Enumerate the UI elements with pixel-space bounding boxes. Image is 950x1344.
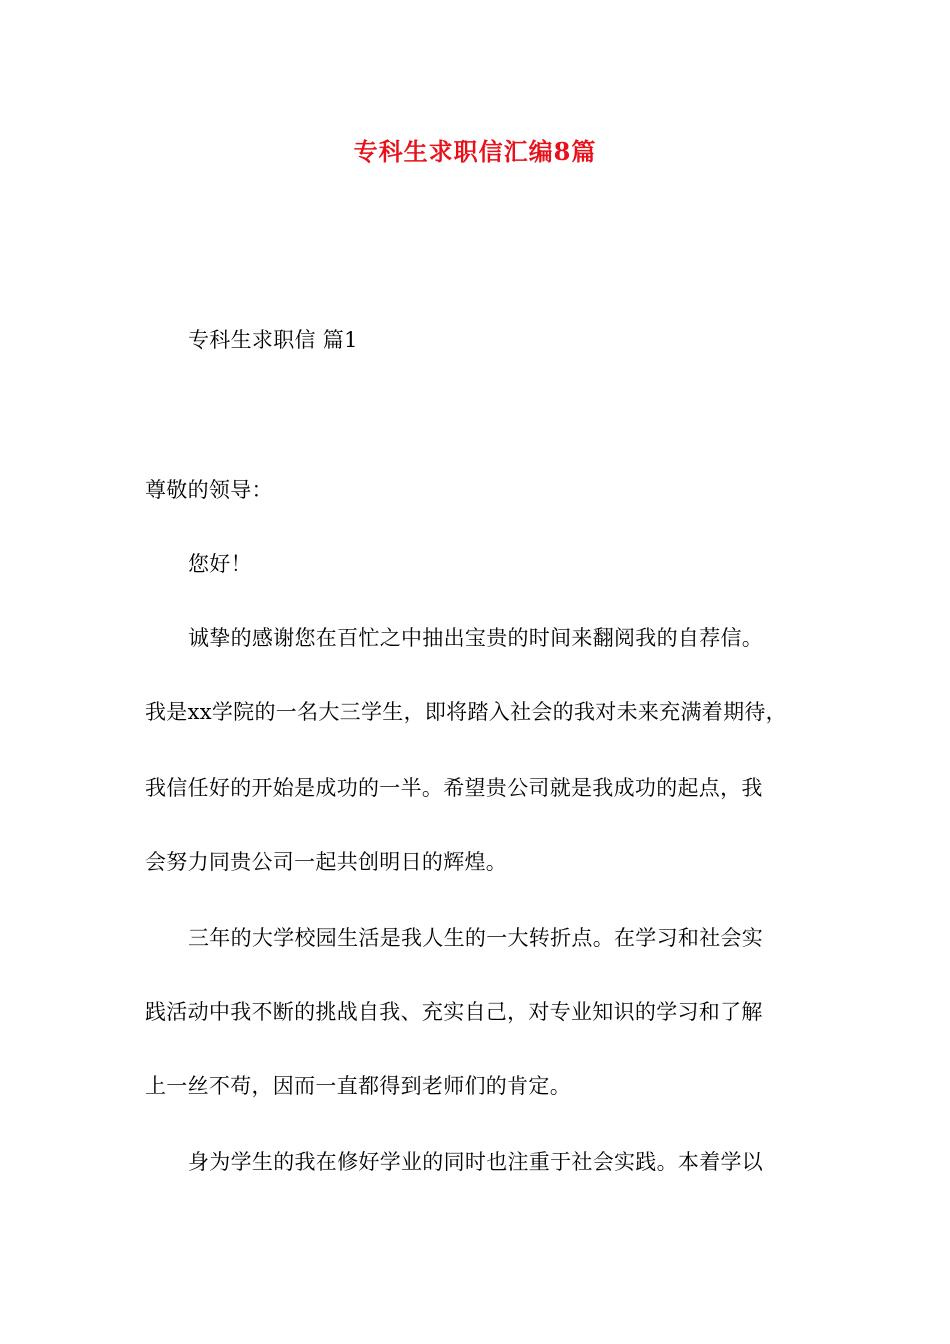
body-line-5: 三年的大学校园生活是我人生的一大转折点。在学习和社会实 bbox=[188, 926, 764, 950]
body-line-6: 践活动中我不断的挑战自我、充实自己，对专业知识的学习和了解 bbox=[145, 1000, 763, 1024]
body-line-2: 我是xx学院的一名大三学生，即将踏入社会的我对未来充满着期待， bbox=[145, 700, 787, 724]
section-heading: 专科生求职信 篇1 bbox=[188, 328, 358, 352]
body-line-3: 我信任好的开始是成功的一半。希望贵公司就是我成功的起点，我 bbox=[145, 776, 763, 800]
body-line-4: 会努力同贵公司一起共创明日的辉煌。 bbox=[145, 850, 508, 874]
salutation: 尊敬的领导： bbox=[145, 478, 273, 502]
body-line-8: 身为学生的我在修好学业的同时也注重于社会实践。本着学以 bbox=[188, 1150, 764, 1174]
body-line-7: 上一丝不苟，因而一直都得到老师们的肯定。 bbox=[145, 1074, 571, 1098]
document-title: 专科生求职信汇编8篇 bbox=[353, 137, 597, 166]
body-line-1: 诚挚的感谢您在百忙之中抽出宝贵的时间来翻阅我的自荐信。 bbox=[188, 626, 764, 650]
greeting: 您好！ bbox=[188, 552, 252, 576]
